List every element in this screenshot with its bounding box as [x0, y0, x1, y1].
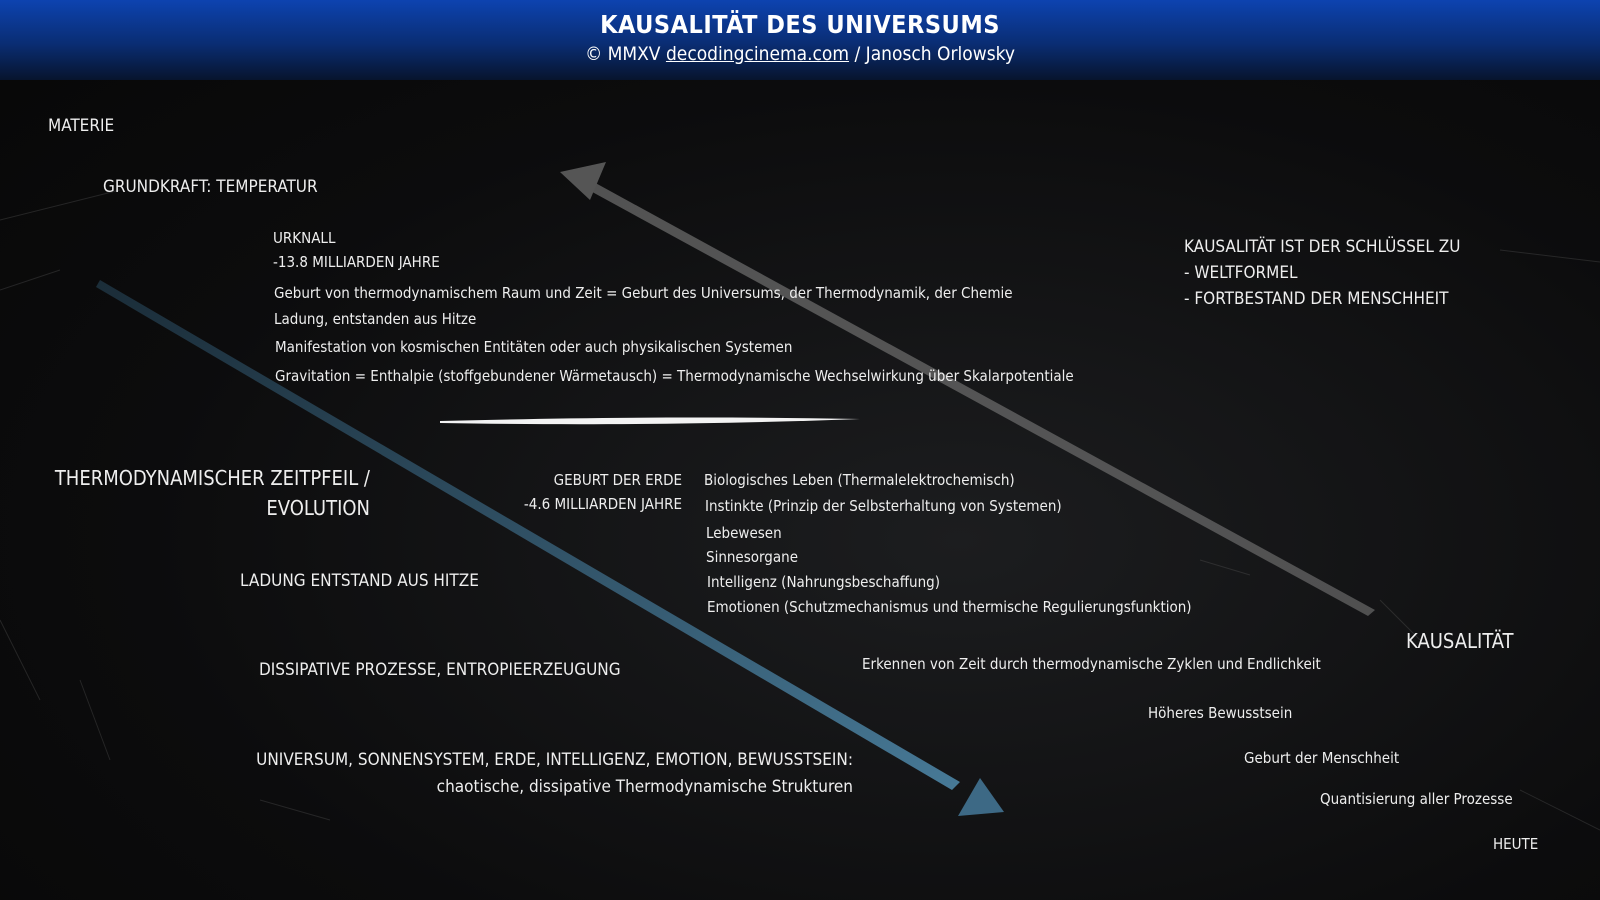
label-ladung: LADUNG ENTSTAND AUS HITZE	[240, 571, 479, 591]
label-dissipative: DISSIPATIVE PROZESSE, ENTROPIEERZEUGUNG	[259, 660, 621, 680]
gray-arrow	[560, 162, 1375, 616]
label-quantisierung: Quantisierung aller Prozesse	[1320, 790, 1513, 808]
urknall-item: Manifestation von kosmischen Entitäten oder auch physikalischen Systemen	[275, 338, 793, 356]
urknall-item: Ladung, entstanden aus Hitze	[274, 310, 477, 328]
erde-item: Biologisches Leben (Thermalelektrochemisch)	[704, 471, 1015, 489]
credit-prefix: © MMXV	[585, 43, 661, 65]
label-materie: MATERIE	[48, 116, 115, 136]
label-zeitpfeil-line1: THERMODYNAMISCHER ZEITPFEIL /	[54, 466, 370, 490]
label-universum-line2: chaotische, dissipative Thermodynamische Strukturen	[436, 777, 853, 797]
label-geburt-menschheit: Geburt der Menschheit	[1244, 749, 1400, 767]
header-bar	[0, 0, 1600, 80]
label-zeitpfeil-line2: EVOLUTION	[266, 496, 370, 520]
label-heute: HEUTE	[1493, 835, 1539, 853]
erde-item: Lebewesen	[706, 524, 782, 542]
blue-arrow	[96, 280, 1004, 816]
label-kausalitaet: KAUSALITÄT	[1406, 629, 1514, 653]
credit-line	[0, 43, 1600, 65]
credit-suffix: / Janosch Orlowsky	[854, 43, 1015, 65]
erde-years: -4.6 MILLIARDEN JAHRE	[523, 495, 682, 513]
label-bewusstsein: Höheres Bewusstsein	[1148, 704, 1293, 722]
schluessel-item-menschheit: - FORTBESTAND DER MENSCHHEIT	[1184, 289, 1449, 309]
erde-item: Intelligenz (Nahrungsbeschaffung)	[707, 573, 940, 591]
urknall-years: -13.8 MILLIARDEN JAHRE	[273, 253, 440, 271]
credit-link[interactable]: decodingcinema.com	[665, 43, 850, 65]
erde-item: Sinnesorgane	[706, 548, 798, 566]
urknall-title: URKNALL	[273, 229, 336, 247]
label-universum-line1: UNIVERSUM, SONNENSYSTEM, ERDE, INTELLIGENZ, EMOTION, BEWUSSTSEIN:	[256, 750, 853, 770]
label-grundkraft: GRUNDKRAFT: TEMPERATUR	[103, 177, 318, 197]
label-erkennen: Erkennen von Zeit durch thermodynamische Zyklen und Endlichkeit	[862, 655, 1321, 673]
erde-title: GEBURT DER ERDE	[553, 471, 682, 489]
page-title: KAUSALITÄT DES UNIVERSUMS	[600, 10, 1000, 39]
urknall-item: Gravitation = Enthalpie (stoffgebundener Wärmetausch) = Thermodynamische Wechselwirkung über Skalarpotentiale	[275, 367, 1074, 385]
schluessel-item-weltformel: - WELTFORMEL	[1184, 263, 1298, 283]
divider-stroke	[440, 418, 860, 425]
schluessel-title: KAUSALITÄT IST DER SCHLÜSSEL ZU	[1184, 237, 1461, 257]
urknall-item: Geburt von thermodynamischem Raum und Zeit = Geburt des Universums, der Thermodynamik, der Chemie	[274, 284, 1013, 302]
erde-item: Emotionen (Schutzmechanismus und thermische Regulierungsfunktion)	[707, 598, 1192, 616]
blue-arrow-head	[958, 778, 1004, 816]
erde-item: Instinkte (Prinzip der Selbsterhaltung von Systemen)	[705, 497, 1062, 515]
